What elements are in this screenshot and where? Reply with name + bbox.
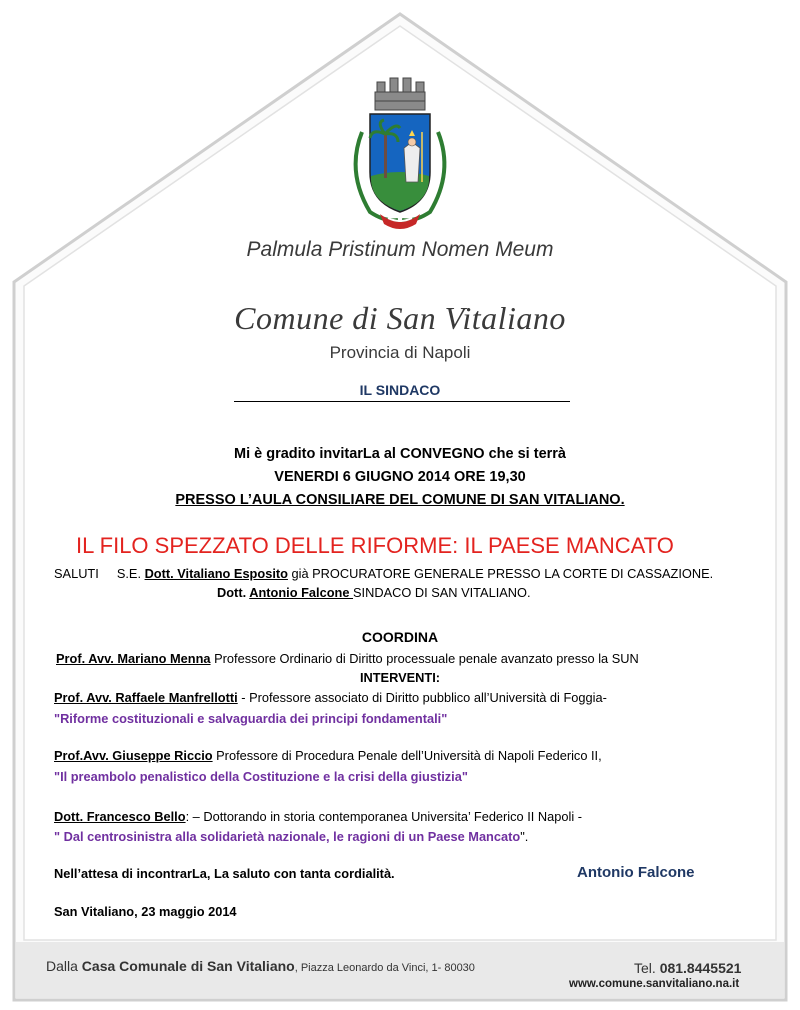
speaker-3-name: Dott. Francesco Bello — [54, 809, 186, 824]
speaker-3-topic-line — [54, 829, 528, 844]
closing-date: San Vitaliano, 23 maggio 2014 — [54, 904, 237, 919]
speaker-1-line — [54, 690, 607, 705]
coordinator-role: Professore Ordinario di Diritto processuale penale avanzato presso la SUN — [210, 651, 639, 666]
motto: Palmula Pristinum Nomen Meum — [246, 238, 554, 261]
footer-address — [46, 958, 475, 974]
speaker-1-topic-line — [54, 711, 447, 726]
invite-date-time: VENERDI 6 GIUGNO 2014 ORE 19,30 — [274, 469, 526, 485]
saluti-se: S.E. — [116, 566, 141, 581]
interventi-heading: INTERVENTI: — [359, 670, 441, 685]
speaker-3-role: : – Dottorando in storia contemporanea Universita’ Federico II Napoli - — [185, 809, 582, 824]
speaker-3-line — [54, 809, 582, 824]
municipality-name: Comune di San Vitaliano — [234, 300, 566, 336]
saluti-guest-role: già PROCURATORE GENERALE PRESSO LA CORTE DI CASSAZIONE. — [287, 566, 714, 581]
speaker-2-topic: "Il preambolo penalistico della Costituzione e la crisi della giustizia" — [54, 769, 468, 784]
footer-tel-label: Tel. — [634, 960, 660, 976]
footer-street: , Piazza Leonardo da Vinci, 1- 80030 — [294, 962, 475, 974]
speaker-3-topic: " Dal centrosinistra alla solidarietà nazionale, le ragioni di un Paese Mancato — [54, 829, 521, 844]
speaker-2-name: Prof.Avv. Giuseppe Riccio — [54, 748, 213, 763]
heading-divider — [234, 401, 570, 402]
speaker-1-role: - Professore associato di Diritto pubblico all’Università di Foggia- — [237, 690, 607, 705]
footer-dalla: Dalla — [46, 958, 82, 974]
saluti-mayor-role: SINDACO DI SAN VITALIANO. — [353, 585, 531, 600]
saluti-label: SALUTI — [54, 566, 99, 581]
invite-venue: PRESSO L’AULA CONSILIARE DEL COMUNE DI SAN VITALIANO. — [175, 492, 625, 508]
speaker-2-role: Professore di Procedura Penale dell’Università di Napoli Federico II, — [212, 748, 602, 763]
invite-line-1: Mi è gradito invitarLa al CONVEGNO che si terrà — [234, 446, 566, 462]
mayor-heading: IL SINDACO — [359, 382, 441, 398]
conference-title: IL FILO SPEZZATO DELLE RIFORME: IL PAESE MANCATO — [76, 533, 674, 558]
footer-casa-comunale: Casa Comunale di San Vitaliano — [81, 958, 295, 974]
saluti-mayor-prefix: Dott. — [217, 585, 250, 600]
speaker-2-line — [54, 748, 602, 763]
saluti-guest-name: Dott. Vitaliano Esposito — [144, 566, 288, 581]
coordinator-name: Prof. Avv. Mariano Menna — [56, 651, 211, 666]
closing-text: Nell’attesa di incontrarLa, La saluto con tanta cordialità. — [54, 866, 395, 881]
saluti-line-2 — [217, 585, 531, 600]
footer-website: www.comune.sanvitaliano.na.it — [569, 978, 740, 990]
province-name: Provincia di Napoli — [329, 343, 471, 362]
coordina-heading: COORDINA — [361, 629, 439, 645]
signature: Antonio Falcone — [577, 864, 695, 881]
speaker-1-name: Prof. Avv. Raffaele Manfrellotti — [54, 690, 238, 705]
coordina-line — [56, 651, 639, 666]
speaker-1-topic: "Riforme costituzionali e salvaguardia dei principi fondamentali" — [54, 711, 448, 726]
speaker-3-topic-tail: ". — [520, 829, 529, 844]
saluti-line-1 — [54, 566, 713, 581]
speaker-2-topic-line — [54, 769, 468, 784]
coat-of-arms-emblem — [340, 72, 460, 234]
footer-tel-number: 081.8445521 — [659, 960, 742, 976]
saluti-mayor-name: Antonio Falcone — [249, 585, 354, 600]
footer-phone — [634, 960, 741, 976]
